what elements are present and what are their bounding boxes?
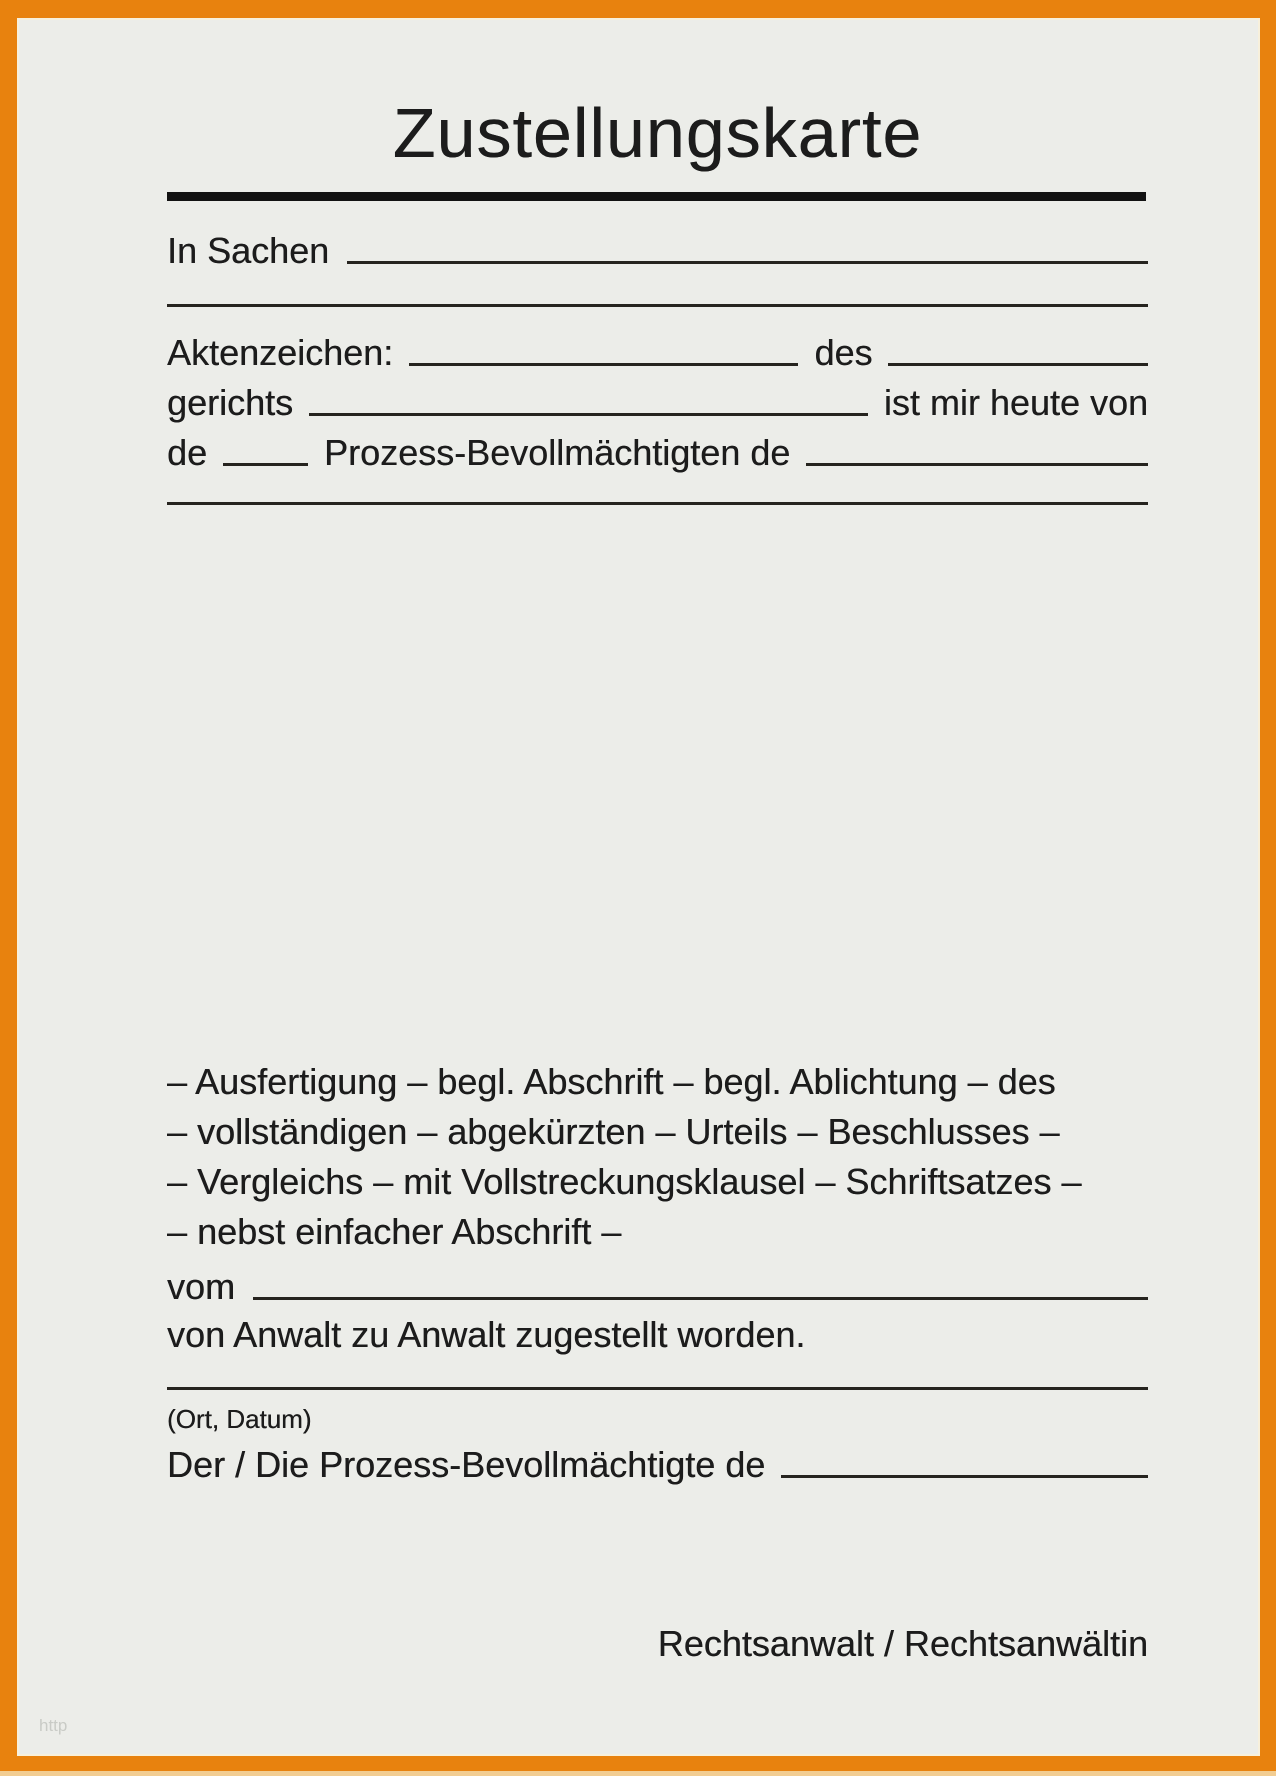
vom-row	[167, 1262, 1148, 1308]
zugestellt-text: von Anwalt zu Anwalt zugestellt worden.	[167, 1314, 806, 1355]
ort-datum-signature-line	[167, 1387, 1148, 1390]
signature-role-label: Rechtsanwalt / Rechtsanwältin	[657, 1623, 1148, 1664]
prozess-bevollmaechtigten-de-label: Prozess-Bevollmächtigten de	[324, 431, 791, 473]
gerichts-label: gerichts	[167, 381, 294, 423]
deliver-option-line: – Ausfertigung – begl. Abschrift – begl. Ablichtung – des	[167, 1061, 1056, 1102]
scan-watermark: http	[39, 1716, 68, 1735]
ort-datum-label: (Ort, Datum)	[167, 1404, 312, 1434]
ist-mir-heute-von-label: ist mir heute von	[883, 381, 1148, 423]
der-die-label: Der / Die Prozess-Bevollmächtigte de	[167, 1443, 766, 1485]
form-sheet	[17, 18, 1260, 1756]
in-sachen-continuation-line	[167, 304, 1148, 307]
der-die-field-line	[781, 1475, 1148, 1478]
deliver-options-block	[167, 1057, 1148, 1257]
aktenzeichen-row	[167, 328, 1148, 374]
form-title: Zustellungskarte	[392, 94, 923, 172]
prozess-bevollmaechtigten-row	[167, 428, 1148, 474]
aktenzeichen-field-line	[409, 363, 798, 366]
in-sachen-field-line	[347, 261, 1148, 264]
prozess-bevollmaechtigten-field-line	[806, 463, 1148, 466]
gerichts-field-line	[309, 413, 868, 416]
des-label: des	[814, 331, 873, 373]
deliver-option-line: – Vergleichs – mit Vollstreckungsklausel – Schriftsatzes –	[167, 1161, 1082, 1202]
scan-edge-strip	[0, 1771, 1276, 1776]
de-label: de	[167, 431, 208, 473]
in-sachen-label: In Sachen	[167, 229, 330, 271]
des-field-line	[888, 363, 1148, 366]
vom-label: vom	[167, 1265, 236, 1307]
aktenzeichen-label: Aktenzeichen:	[167, 331, 394, 373]
deliver-option-line: – nebst einfacher Abschrift –	[167, 1211, 622, 1252]
de-suffix-field-line	[223, 463, 308, 466]
in-sachen-row	[167, 226, 1148, 272]
gerichts-row	[167, 378, 1148, 424]
deliver-option-line: – vollständigen – abgekürzten – Urteils – Beschlusses –	[167, 1111, 1060, 1152]
der-die-row	[167, 1440, 1148, 1486]
blank-field-line	[167, 502, 1148, 505]
vom-date-field-line	[253, 1297, 1148, 1300]
title-rule	[167, 192, 1146, 201]
